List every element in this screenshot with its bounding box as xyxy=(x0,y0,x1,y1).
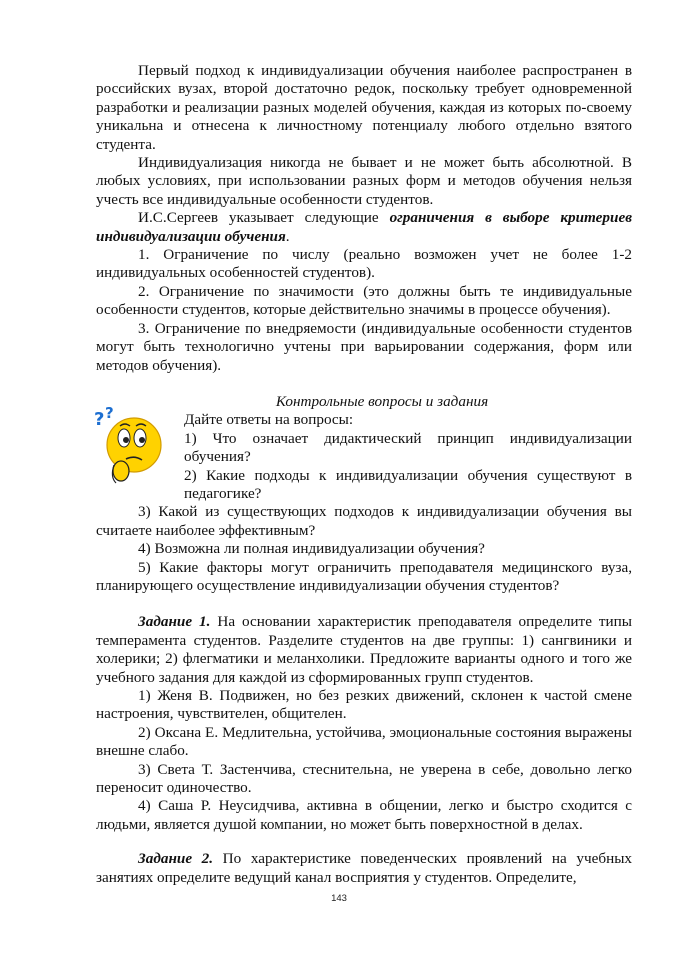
page-number: 143 xyxy=(331,893,347,904)
task-1-item: 4) Саша Р. Неусидчива, активна в общении, легко и быстро сходится с людьми, является душой компании, но может быть поверхностной в делах. xyxy=(96,797,632,833)
task-1-item: 2) Оксана Е. Медлительна, устойчива, эмоциональные состояния выражены внешне слабо. xyxy=(96,723,632,760)
questions-heading: Контрольные вопросы и задания xyxy=(275,392,489,410)
paragraph-sergeev xyxy=(96,209,632,246)
limit-item-3: 3. Ограничение по внедряемости (индивидуальные особенности студентов могут быть технологично учтены при варьировании содержания, форм или методов обучения). xyxy=(96,319,632,374)
paragraph-approach: Первый подход к индивидуализации обучения наиболее распространен в российских вузах, второй достаточно редок, поскольку требует одновременной разработки и реализации разных моделей обучения, каждая из которых по-своему уникальна и отнесена к личностному потенциалу любого отдельно взятого студента. xyxy=(96,62,632,153)
question-3: 3) Какой из существующих подходов к индивидуализации обучения вы считаете наиболее эффективным? xyxy=(96,503,632,539)
question-5: 5) Какие факторы могут ограничить преподавателя медицинского вуза, планирующего осуществление индивидуализации обучения студентов? xyxy=(96,558,632,594)
page-body xyxy=(96,62,632,887)
task-1-paragraph xyxy=(96,613,632,687)
sergeev-tail: . xyxy=(285,227,290,245)
questions-block xyxy=(94,405,632,503)
task-2-text: По характеристике поведенческих проявлений на учебных занятиях определите ведущий канал восприятия у студентов. Определите, xyxy=(96,850,632,886)
sergeev-lead: И.С.Сергеев указывает следующие xyxy=(138,209,390,227)
task-1-label: Задание 1. xyxy=(138,613,211,631)
svg-text:?: ? xyxy=(94,409,105,431)
question-2: 2) Какие подходы к индивидуализации обучения существуют в педагогике? xyxy=(184,466,632,502)
task-1-item: 1) Женя В. Подвижен, но без резких движений, склонен к частой смене настроения, чувствителен, общителен. xyxy=(96,687,632,723)
question-4: 4) Возможна ли полная индивидуализации обучения? xyxy=(138,540,485,558)
task-2-label: Задание 2. xyxy=(138,850,214,868)
limit-item-2: 2. Ограничение по значимости (это должны быть те индивидуальные особенности студентов, которые действительно значимы в процессе обучения). xyxy=(96,282,632,319)
task-1-item: 3) Света Т. Застенчива, стеснительна, не уверена в себе, довольно легко переносит одиночество. xyxy=(96,760,632,797)
task-2-paragraph xyxy=(96,850,632,887)
questions-intro: Дайте ответы на вопросы: xyxy=(184,411,354,429)
task-1-text: На основании характеристик преподавателя определите типы темперамента студентов. Разделите студентов на две группы: 1) сангвиники и холерики; 2) флегматики и меланхолики. Предложите варианты одного и того же учебного задания для каждой из сформированных групп студентов. xyxy=(96,613,632,686)
thinking-face-icon xyxy=(94,405,166,495)
paragraph-individualization: Индивидуализация никогда не бывает и не может быть абсолютной. В любых условиях, при использовании разных форм и методов обучения нельзя учесть все индивидуальные особенности студентов. xyxy=(96,154,632,208)
criteria-limits-emphasis: ограничения в выборе критериев индивидуализации обучения xyxy=(96,209,632,245)
limit-item-1: 1. Ограничение по числу (реально возможен учет не более 1-2 индивидуальных особенностей студентов). xyxy=(96,246,632,282)
question-1: 1) Что означает дидактический принцип индивидуализации обучения? xyxy=(184,429,632,466)
svg-text:?: ? xyxy=(105,405,114,423)
